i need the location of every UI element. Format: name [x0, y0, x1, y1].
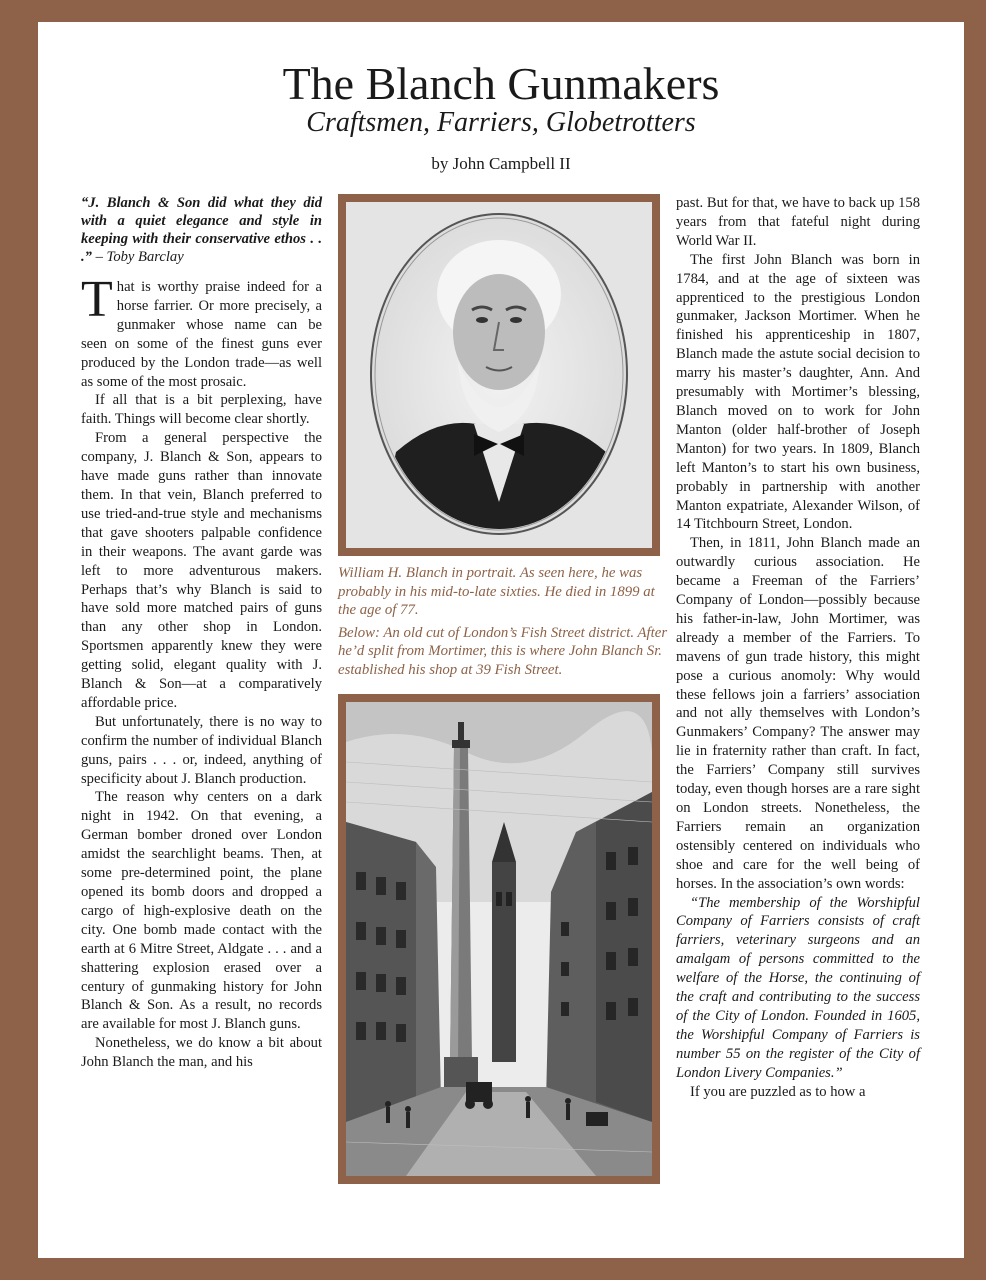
paragraph: From a general perspective the company, J. Blanch & Son, appears to have made guns rather than innovate them. In that vein, Blanch preferred to use tried-and-true style and mechanisms that gave shooters palpable confidence in their weapons. The avant garde was left to more adventurous makers. Perhaps that’s why Blanch is said to have sold more matched pairs of guns than any other shop in London. Sportsmen apparently knew they were getting solid, elegant quality with J. Blanch & Son—at a comparatively affordable price.: [81, 430, 322, 711]
pull-quote-attribution: – Toby Barclay: [95, 249, 184, 265]
street-engraving-frame: [338, 694, 660, 1184]
article-title: The Blanch Gunmakers: [282, 58, 720, 109]
paragraph-text: hat is worthy praise indeed for a horse farrier. Or more precisely, a gunmaker whose name can be seen on some of the finest guns ever produced by the London trade—as well as some of the most prosaic.: [81, 279, 322, 390]
column-right: [676, 194, 920, 1102]
street-caption: Below: An old cut of London’s Fish Street district. After he’d split from Mortimer, this is where John Blanch Sr. established his shop at 39 Fish Street.: [338, 624, 668, 678]
paragraph: past. But for that, we have to back up 158 years from that fateful night during World War II.: [676, 195, 920, 249]
portrait-photo: [346, 202, 652, 548]
portrait-photo-frame: [338, 194, 660, 556]
paragraph: The reason why centers on a dark night in 1942. On that evening, a German bomber droned over London amidst the searchlight beams. Then, at some pre-determined point, the plane opened its bomb doors and dropped a cargo of high-explosive death on the city. One bomb made contact with the earth at 6 Mitre Street, Aldgate . . . and a shattering explosion erased over a century of gunmaking history for John Blanch & Son. As a result, no records are available for most J. Blanch guns.: [81, 789, 322, 1033]
paragraph: Then, in 1811, John Blanch made an outwardly curious association. He became a Freeman of the Farriers’ Company of London—possibly because his father-in-law, John Mortimer, was already a member of the Farriers. To mavens of gun trade history, this might pose a curious anomoly: Why would these fellows join a farriers’ association and not ally themselves with London’s Gunmakers’ Company? The answer may lie in fraternity rather than craft. In fact, the Farriers’ Company still survives today, even though horses are a rare sight on London streets. Nonetheless, the Farriers remain an organization ostensibly centered on individuals who shoe and care for the well being of horses. In the association’s own words:: [676, 535, 920, 892]
paragraph: If you are puzzled as to how a: [690, 1083, 866, 1100]
pull-quote-text: “J. Blanch & Son did what they did with a quiet elegance and style in keeping with their conservative ethos . . .”: [81, 195, 322, 265]
drop-cap: T: [81, 271, 113, 328]
portrait-caption: William H. Blanch in portrait. As seen here, he was probably in his mid-to-late sixties. He died in 1899 at the age of 77.: [338, 565, 655, 618]
paragraph: If all that is a bit perplexing, have faith. Things will become clear shortly.: [81, 392, 322, 428]
pull-quote: [81, 194, 322, 266]
article-subtitle: Craftsmen, Farriers, Globetrotters: [306, 107, 696, 138]
image-captions: [338, 564, 668, 683]
paragraph: Nonetheless, we do know a bit about John Blanch the man, and his: [81, 1035, 322, 1071]
column-left: [81, 194, 322, 1072]
paragraph: But unfortunately, there is no way to confirm the number of individual Blanch guns, pairs . . . or, indeed, anything of specificity about J. Blanch production.: [81, 713, 322, 787]
paragraph: [81, 271, 322, 391]
byline: by John Campbell II: [431, 154, 571, 173]
article-page: [38, 22, 964, 1258]
street-engraving: [346, 702, 652, 1176]
farriers-quote: “The membership of the Worshipful Company of Farriers consists of craft farriers, veterinary surgeons and an amalgam of persons committed to the welfare of the Horse, the continuing of the craft and contributing to the success of the City of London. Founded in 1605, the Worshipful Company of Farriers is number 55 on the register of the City of London Livery Companies.”: [676, 894, 920, 1081]
paragraph: The first John Blanch was born in 1784, and at the age of sixteen was apprenticed to the prestigious London gunmaker, Jackson Mortimer. When he finished his apprenticeship in 1807, Blanch made the astute social decision to marry his master’s daughter, Ann. And presumably with Mortimer’s blessing, Blanch moved on to work for John Manton (older half-brother of Joseph Manton) for two years. In 1809, Blanch left Manton’s to start his own business, probably in partnership with another Manton expatriate, Alexander Wilson, of 14 Titchbourn Street, London.: [676, 251, 920, 533]
